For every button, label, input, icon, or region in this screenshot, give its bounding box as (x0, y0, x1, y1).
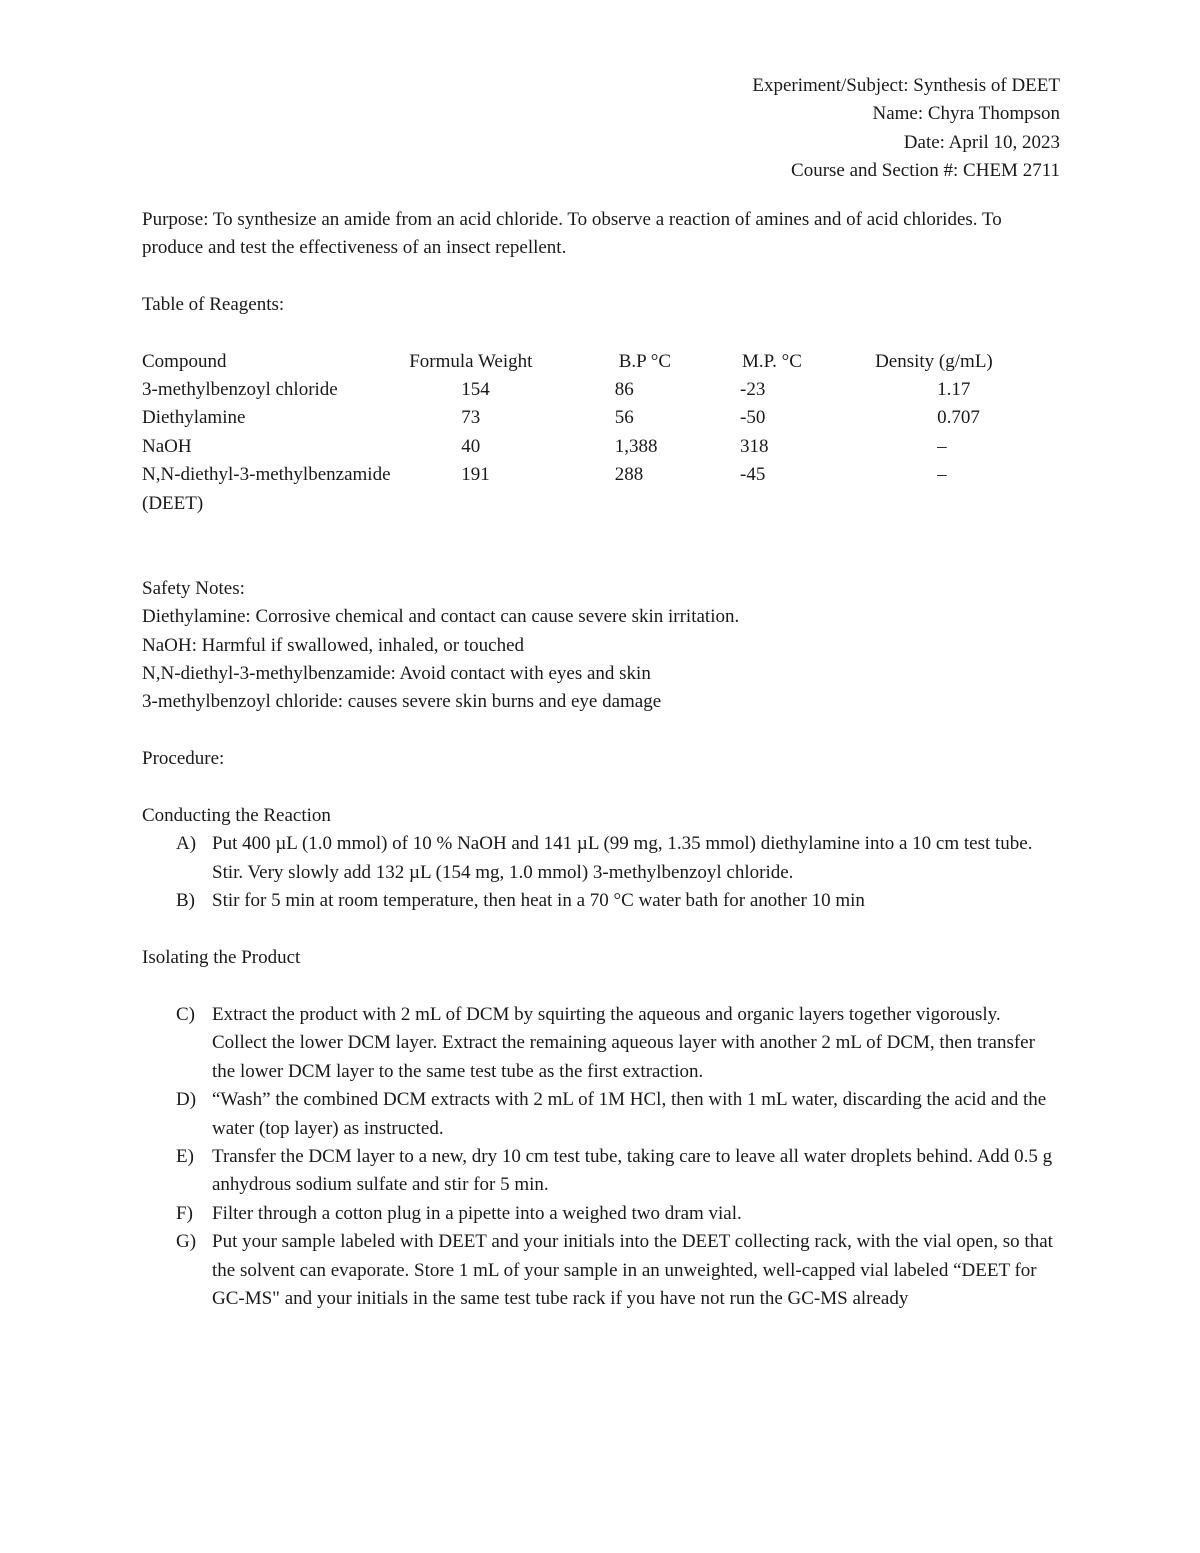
step-text: “Wash” the combined DCM extracts with 2 mL of 1M HCl, then with 1 mL water, discarding the acid and the water (top layer) as instructed. (212, 1089, 1047, 1139)
column-header: Density (g/mL) (875, 350, 993, 372)
table-cell: 3-methylbenzoyl chloride (142, 379, 338, 401)
table-cell: 40 (461, 435, 481, 457)
list-item (142, 1200, 1060, 1228)
reagents-title: Table of Reagents: (142, 293, 285, 315)
step-text: Extract the product with 2 mL of DCM by squirting the aqueous and organic layers together vigorously. Collect the lower DCM layer. Extract the remaining aqueous layer with another 2 mL of DCM, then transfer the lower DCM layer to the same test tube as the first extraction. (212, 1003, 1035, 1082)
document-page (142, 72, 1060, 1313)
table-row (142, 490, 1060, 518)
table-row (142, 461, 1060, 489)
reaction-steps (142, 830, 1060, 915)
table-cell: Diethylamine (142, 407, 246, 429)
isolation-steps (142, 1001, 1060, 1313)
safety-title: Safety Notes: (142, 577, 245, 599)
table-cell: -45 (740, 464, 766, 486)
column-header: Formula Weight (409, 350, 533, 372)
table-header-row (142, 348, 1060, 376)
purpose-paragraph: Purpose: To synthesize an amide from an acid chloride. To observe a reaction of amines and of acid chlorides. To produce and test the effectiveness of an insect repellent. (142, 208, 1002, 259)
step-text: Put your sample labeled with DEET and your initials into the DEET collecting rack, with the vial open, so that the solvent can evaporate. Store 1 mL of your sample in an unweighted, well-capped vial labeled “DEET for GC-MS" and your initials in the same test tube rack if you have not run the GC-MS already (212, 1231, 1053, 1309)
step-text: Transfer the DCM layer to a new, dry 10 cm test tube, taking care to leave all water droplets behind. Add 0.5 g anhydrous sodium sulfate and stir for 5 min. (212, 1145, 1053, 1196)
table-cell: -50 (740, 407, 766, 429)
step-text: Put 400 µL (1.0 mmol) of 10 % NaOH and 141 µL (99 mg, 1.35 mmol) diethylamine into a 10 cm test tube. Stir. Very slowly add 132 µL (154 mg, 1.0 mmol) 3-methylbenzoyl chloride. (212, 833, 1033, 883)
safety-item: Diethylamine: Corrosive chemical and contact can cause severe skin irritation. (142, 606, 740, 628)
step-marker: B) (176, 890, 195, 912)
table-row (142, 433, 1060, 461)
column-header: M.P. °C (742, 350, 802, 372)
document-header (142, 72, 1060, 186)
experiment-line: Experiment/Subject: Synthesis of DEET (752, 75, 1060, 96)
list-item (142, 830, 1060, 887)
table-cell: 318 (740, 435, 769, 457)
step-marker: C) (176, 1003, 195, 1025)
reaction-section-title: Conducting the Reaction (142, 805, 331, 827)
isolation-section-title: Isolating the Product (142, 947, 301, 969)
step-text: Filter through a cotton plug in a pipette into a weighed two dram vial. (212, 1202, 742, 1224)
table-cell: 86 (614, 379, 634, 401)
list-item (142, 1143, 1060, 1200)
step-marker: E) (176, 1145, 194, 1167)
step-marker: F) (176, 1202, 193, 1224)
list-item (142, 1086, 1060, 1143)
reagents-table (142, 348, 1060, 518)
table-cell: 288 (614, 464, 644, 486)
table-cell: – (937, 435, 947, 457)
table-cell: -23 (740, 379, 766, 401)
table-cell: 56 (614, 407, 634, 429)
table-cell: 0.707 (937, 407, 980, 429)
table-cell: N,N-diethyl-3-methylbenzamide (142, 464, 391, 486)
procedure-title: Procedure: (142, 748, 225, 770)
list-item (142, 1228, 1060, 1313)
course-line: Course and Section #: CHEM 2711 (791, 160, 1060, 182)
table-cell: – (937, 464, 947, 486)
name-line: Name: Chyra Thompson (872, 103, 1060, 125)
safety-item: NaOH: Harmful if swallowed, inhaled, or touched (142, 634, 525, 656)
safety-item: N,N-diethyl-3-methylbenzamide: Avoid contact with eyes and skin (142, 663, 651, 685)
table-cell: 191 (461, 464, 490, 486)
step-text: Stir for 5 min at room temperature, then heat in a 70 °C water bath for another 10 min (212, 890, 865, 912)
table-row (142, 404, 1060, 432)
step-marker: G) (176, 1231, 197, 1253)
column-header: B.P °C (618, 350, 672, 372)
list-item (142, 887, 1060, 915)
date-line: Date: April 10, 2023 (903, 131, 1060, 153)
table-cell: NaOH (142, 435, 192, 457)
table-cell: (DEET) (142, 492, 204, 514)
table-cell: 1,388 (614, 435, 658, 457)
table-cell: 154 (461, 379, 490, 401)
table-cell: 1.17 (937, 379, 971, 401)
step-marker: A) (176, 833, 197, 855)
safety-item: 3-methylbenzoyl chloride: causes severe skin burns and eye damage (142, 691, 662, 713)
table-cell: 73 (461, 407, 481, 429)
table-row (142, 376, 1060, 404)
column-header: Compound (142, 350, 227, 372)
safety-notes (142, 575, 1060, 717)
list-item (142, 1001, 1060, 1086)
step-marker: D) (176, 1089, 197, 1111)
